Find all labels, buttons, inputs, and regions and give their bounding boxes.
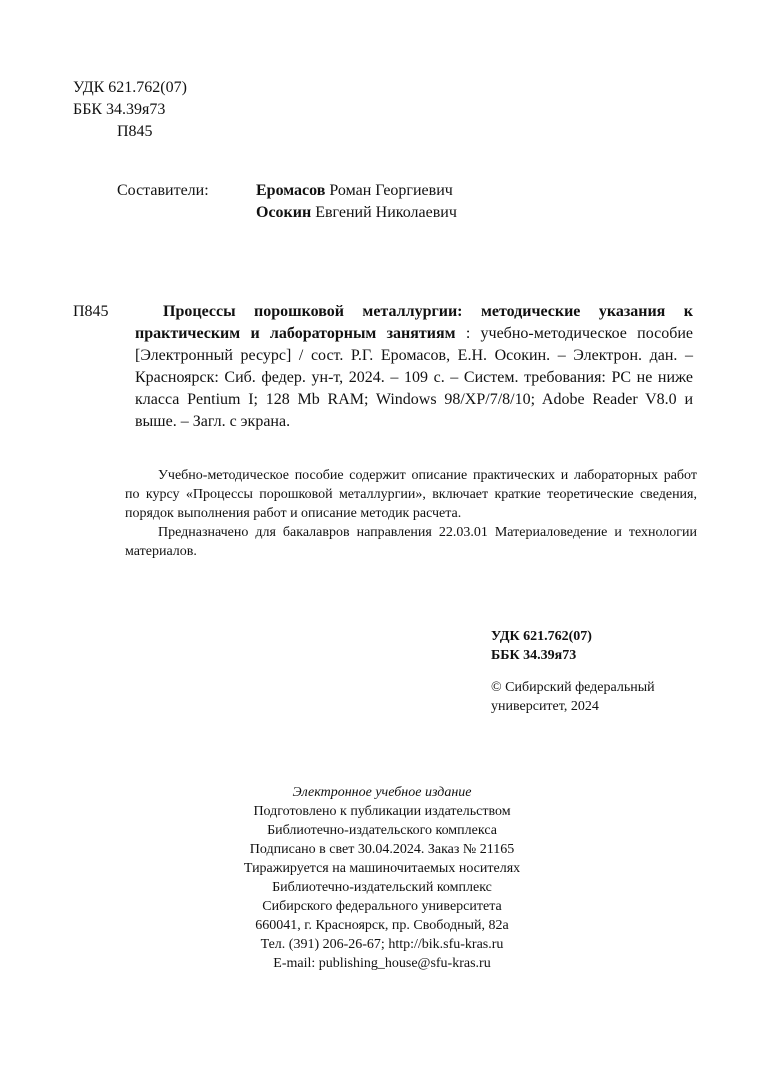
author-code: П845 — [117, 123, 153, 140]
imprint-line: Подписано в свет 30.04.2024. Заказ № 21165 — [249, 842, 515, 857]
compiler-given-names: Евгений Николаевич — [311, 204, 457, 221]
imprint-line: Библиотечно-издательский комплекс — [272, 880, 492, 895]
compiler-row — [117, 202, 457, 224]
imprint — [0, 783, 764, 973]
abstract — [125, 466, 697, 561]
copyright-notice: © Сибирский федеральный университет, 2024 — [491, 680, 655, 714]
bibliographic-record — [73, 301, 693, 433]
classification-codes — [491, 627, 592, 665]
compiler-surname: Осокин — [256, 204, 312, 221]
udk-bbk-header — [73, 77, 187, 143]
compiler-given-names: Роман Георгиевич — [325, 182, 453, 199]
compilers-block — [117, 180, 457, 224]
udk-code-bold: УДК 621.762(07) — [491, 629, 592, 644]
imprint-line: Тел. (391) 206-26-67; http://bik.sfu-kras.ru — [260, 937, 504, 952]
bbk-code: ББК 34.39я73 — [73, 101, 166, 118]
compiler-name — [256, 202, 457, 224]
compilers-label: Составители: — [117, 182, 209, 199]
edition-type: Электронное учебное издание — [292, 785, 472, 800]
record-title: Процессы порошковой металлургии: методические указания к практическим и лабораторным занятиям — [135, 303, 693, 342]
abstract-paragraph: Предназначено для бакалавров направления 22.03.01 Материаловедение и технологии материалов. — [125, 525, 697, 559]
imprint-email: E-mail: publishing_house@sfu-kras.ru — [273, 956, 491, 971]
compiler-name — [256, 180, 453, 202]
compiler-surname: Еромасов — [256, 182, 326, 199]
compilers-label-spacer — [117, 202, 256, 224]
imprint-line: Подготовлено к публикации издательством — [253, 804, 511, 819]
bbk-code-bold: ББК 34.39я73 — [491, 648, 577, 663]
udk-code: УДК 621.762(07) — [73, 79, 187, 96]
record-text — [135, 301, 693, 433]
imprint-line: Сибирского федерального университета — [262, 899, 502, 914]
record-code: П845 — [73, 303, 109, 320]
imprint-line: Тиражируется на машиночитаемых носителях — [243, 861, 521, 876]
imprint-line: 660041, г. Красноярск, пр. Свободный, 82а — [255, 918, 509, 933]
abstract-paragraph: Учебно-методическое пособие содержит описание практических и лабораторных работ по курсу «Процессы порошковой металлургии», включает краткие теоретические сведения, порядок выполнения работ и описание методик расчета. — [125, 468, 697, 521]
record-details: : учебно-методическое пособие [Электронный ресурс] / сост. Р.Г. Еромасов, Е.Н. Осокин. – Электрон. дан. – Красноярск: Сиб. федер. ун-т, 2024. – 109 с. – Систем. требования: PC не ниже класса Pentium I; 128 Mb RAM; Windows 98/XP/7/8/10; Adobe Reader V8.0 и выше. – Загл. с экрана. — [135, 325, 694, 430]
imprint-line: Библиотечно-издательского комплекса — [267, 823, 497, 838]
compiler-row — [117, 180, 457, 202]
